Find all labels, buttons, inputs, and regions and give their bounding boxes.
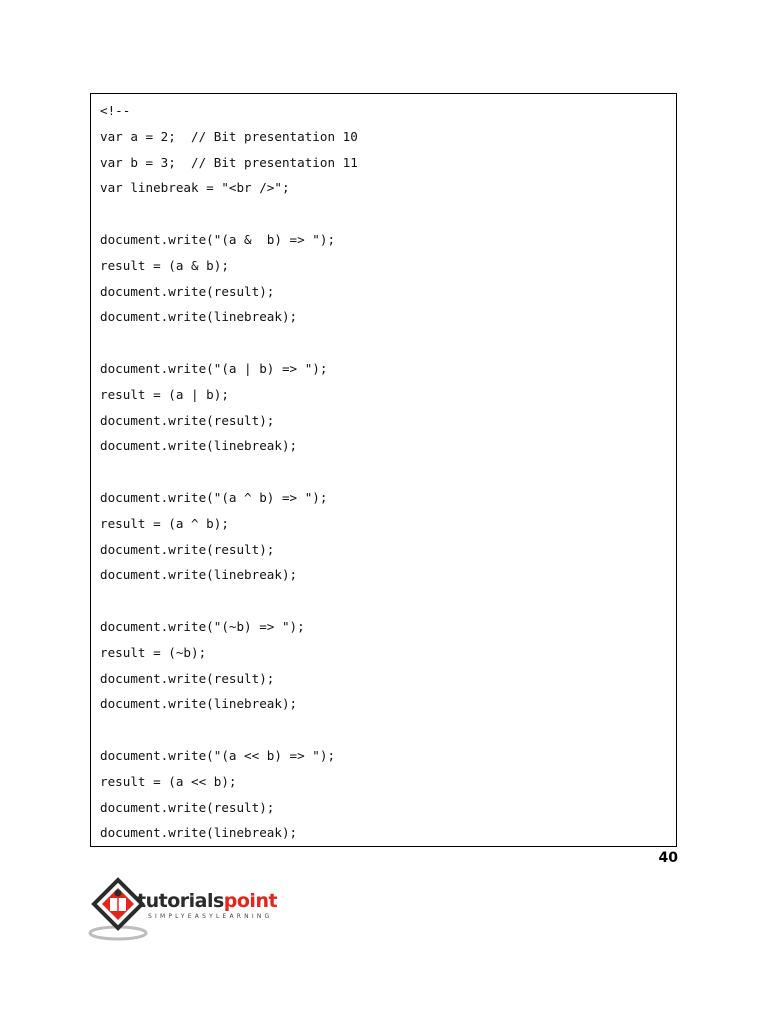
code-line <box>100 588 358 614</box>
code-line: document.write("(a << b) => "); <box>100 747 336 763</box>
code-line: document.write(result); <box>100 670 275 686</box>
code-line: result = (a ^ b); <box>100 515 229 531</box>
code-line: document.write(result); <box>100 541 275 557</box>
code-line: document.write("(a & b) => "); <box>100 231 336 247</box>
code-line: document.write(result); <box>100 412 275 428</box>
code-listing <box>100 98 358 846</box>
code-line: result = (~b); <box>100 644 207 660</box>
logo-word-tutorials: tutorials <box>137 890 224 912</box>
code-line: <!-- <box>100 103 131 118</box>
code-box <box>90 93 677 847</box>
logo-tagline: SIMPLYEASYLEARNING <box>148 913 273 920</box>
logo-word-point: point <box>223 890 278 912</box>
code-line: result = (a << b); <box>100 773 237 789</box>
page-number: 40 <box>658 850 678 866</box>
code-line <box>100 717 358 743</box>
code-line: document.write("(~b) => "); <box>100 618 305 634</box>
code-line <box>100 459 358 485</box>
code-line: result = (a & b); <box>100 257 229 273</box>
code-line: document.write(linebreak); <box>100 696 298 712</box>
code-line: document.write("(a | b) => "); <box>100 360 328 376</box>
code-line: document.write(result); <box>100 799 275 815</box>
code-line: var linebreak = "<br />"; <box>100 180 290 196</box>
code-line: var a = 2; // Bit presentation 10 <box>100 128 358 144</box>
code-line <box>100 330 358 356</box>
code-line: result = (a | b); <box>100 386 229 402</box>
code-line: document.write(result); <box>100 283 275 299</box>
code-line: var b = 3; // Bit presentation 11 <box>100 154 358 170</box>
code-line: document.write(linebreak); <box>100 567 298 583</box>
code-line: document.write("(a ^ b) => "); <box>100 489 328 505</box>
tutorialspoint-logo <box>88 876 298 942</box>
code-line: document.write(linebreak); <box>100 438 298 454</box>
code-line <box>100 201 358 227</box>
code-line: document.write(linebreak); <box>100 825 298 841</box>
code-line: document.write(linebreak); <box>100 309 298 325</box>
logo-wordmark <box>137 890 277 912</box>
